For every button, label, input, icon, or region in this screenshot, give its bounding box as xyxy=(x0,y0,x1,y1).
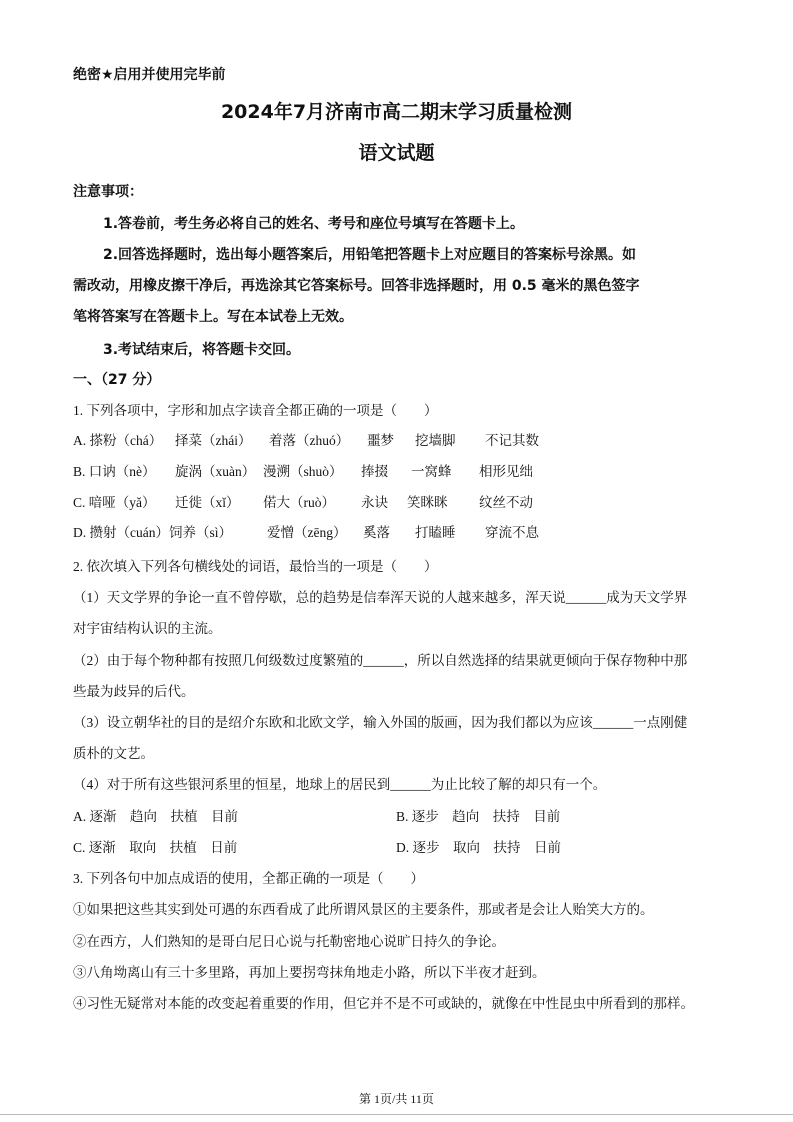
q1-a-word-3: 着落（zhuó） xyxy=(269,433,350,448)
notice-item-2-line-3: 笔将答案写在答题卡上。写在本试卷上无效。 xyxy=(73,309,353,325)
q1-a-word-1: A. 搽粉（chá） xyxy=(73,433,163,448)
notice-item-2-line-2: 需改动，用橡皮擦干净后，再选涂其它答案标号。回答非选择题时，用 0.5 毫米的黑色签字 xyxy=(73,278,640,294)
q3-sentence-3: ③八角坳离山有三十多里路，再加上要拐弯抹角地走小路，所以下半夜才赶到。 xyxy=(73,965,546,980)
q2-option-a: A. 逐渐 趋向 扶植 目前 xyxy=(73,809,238,824)
q3-sentence-4: ④习性无疑常对本能的改变起着重要的作用，但它并不是不可或缺的，就像在中性昆虫中所看到的那样。 xyxy=(73,996,694,1011)
q1-c-word-3: 偌大（ruò） xyxy=(263,495,335,510)
q1-c-word-4: 永诀 xyxy=(361,495,388,510)
q2-option-d: D. 逐步 取向 扶持 日前 xyxy=(396,840,561,855)
bottom-divider xyxy=(0,1114,793,1115)
q1-a-word-6: 不记其数 xyxy=(485,433,539,448)
q2-sentence-4: （4）对于所有这些银河系里的恒星，地球上的居民到______为止比较了解的却只有一个。 xyxy=(73,777,607,792)
question-1-stem: 1. 下列各项中，字形和加点字读音全都正确的一项是（ ） xyxy=(73,403,438,418)
q1-b-word-6: 相形见绌 xyxy=(479,464,533,479)
notice-item-1: 1.答卷前，考生务必将自己的姓名、考号和座位号填写在答题卡上。 xyxy=(103,216,525,232)
q3-sentence-1: ①如果把这些其实到处可遇的东西看成了此所谓风景区的主要条件，那或者是会让人贻笑大方的。 xyxy=(73,902,654,917)
confidential-label: 绝密★启用并使用完毕前 xyxy=(73,67,226,83)
q2-sentence-2-line-2: 些最为歧异的后代。 xyxy=(73,684,195,699)
q1-c-word-6: 纹丝不动 xyxy=(479,495,533,510)
q1-d-word-4: 打瞌睡 xyxy=(415,525,456,540)
q2-sentence-3-line-2: 质朴的文艺。 xyxy=(73,746,154,761)
q2-sentence-1-line-1: （1）天文学界的争论一直不曾停歇，总的趋势是信奉浑天说的人越来越多，浑天说______成为天文学界 xyxy=(73,590,688,605)
q2-sentence-3-line-1: （3）设立朝华社的目的是绍介东欧和北欧文学，输入外国的版画，因为我们都以为应该______一点刚健 xyxy=(73,715,688,730)
q1-b-word-2: 旋涡（xuàn） xyxy=(175,464,256,479)
q1-c-word-1: C. 喑哑（yǎ） xyxy=(73,495,156,510)
q1-c-word-5: 笑眯眯 xyxy=(407,495,448,510)
question-3-stem: 3. 下列各句中加点成语的使用，全都正确的一项是（ ） xyxy=(73,871,424,886)
q1-b-word-3: 漫溯（shuò） xyxy=(263,464,343,479)
q2-sentence-1-line-2: 对宇宙结构认识的主流。 xyxy=(73,621,222,636)
section-heading: 一、（27 分） xyxy=(73,372,161,388)
q2-option-c: C. 逐渐 取向 扶植 日前 xyxy=(73,840,238,855)
notice-item-2-line-1: 2.回答选择题时，选出每小题答案后，用铅笔把答题卡上对应题目的答案标号涂黑。如 xyxy=(103,247,637,263)
q1-b-word-1: B. 口讷（nè） xyxy=(73,464,156,479)
q1-a-word-2: 择菜（zhái） xyxy=(175,433,252,448)
page-number: 第 1页/共 11页 xyxy=(359,1092,434,1106)
q1-a-word-4: 噩梦 xyxy=(367,433,394,448)
q1-b-word-4: 捧掇 xyxy=(361,464,388,479)
q3-sentence-2: ②在西方，人们熟知的是哥白尼日心说与托勒密地心说旷日持久的争论。 xyxy=(73,934,505,949)
question-2-stem: 2. 依次填入下列各句横线处的词语，最恰当的一项是（ ） xyxy=(73,559,438,574)
notice-heading: 注意事项： xyxy=(73,184,143,200)
q1-d-word-3: 奚落 xyxy=(363,525,390,540)
q2-option-b: B. 逐步 趋向 扶持 目前 xyxy=(396,809,561,824)
q1-d-word-1: D. 攒射（cuán）饲养（sì） xyxy=(73,525,232,540)
q1-a-word-5: 挖墙脚 xyxy=(415,433,456,448)
q2-sentence-2-line-1: （2）由于每个物种都有按照几何级数过度繁殖的______，所以自然选择的结果就更倾向于保存物种中那 xyxy=(73,653,688,668)
q1-d-word-2: 爱憎（zēng） xyxy=(267,525,347,540)
q1-c-word-2: 迁徙（xǐ） xyxy=(175,495,240,510)
q1-b-word-5: 一窝蜂 xyxy=(411,464,452,479)
subject-title: 语文试题 xyxy=(358,142,435,164)
notice-item-3: 3.考试结束后，将答题卡交回。 xyxy=(103,342,301,358)
q1-d-word-5: 穿流不息 xyxy=(485,525,539,540)
page-title: 2024年7月济南市高二期末学习质量检测 xyxy=(220,101,573,123)
